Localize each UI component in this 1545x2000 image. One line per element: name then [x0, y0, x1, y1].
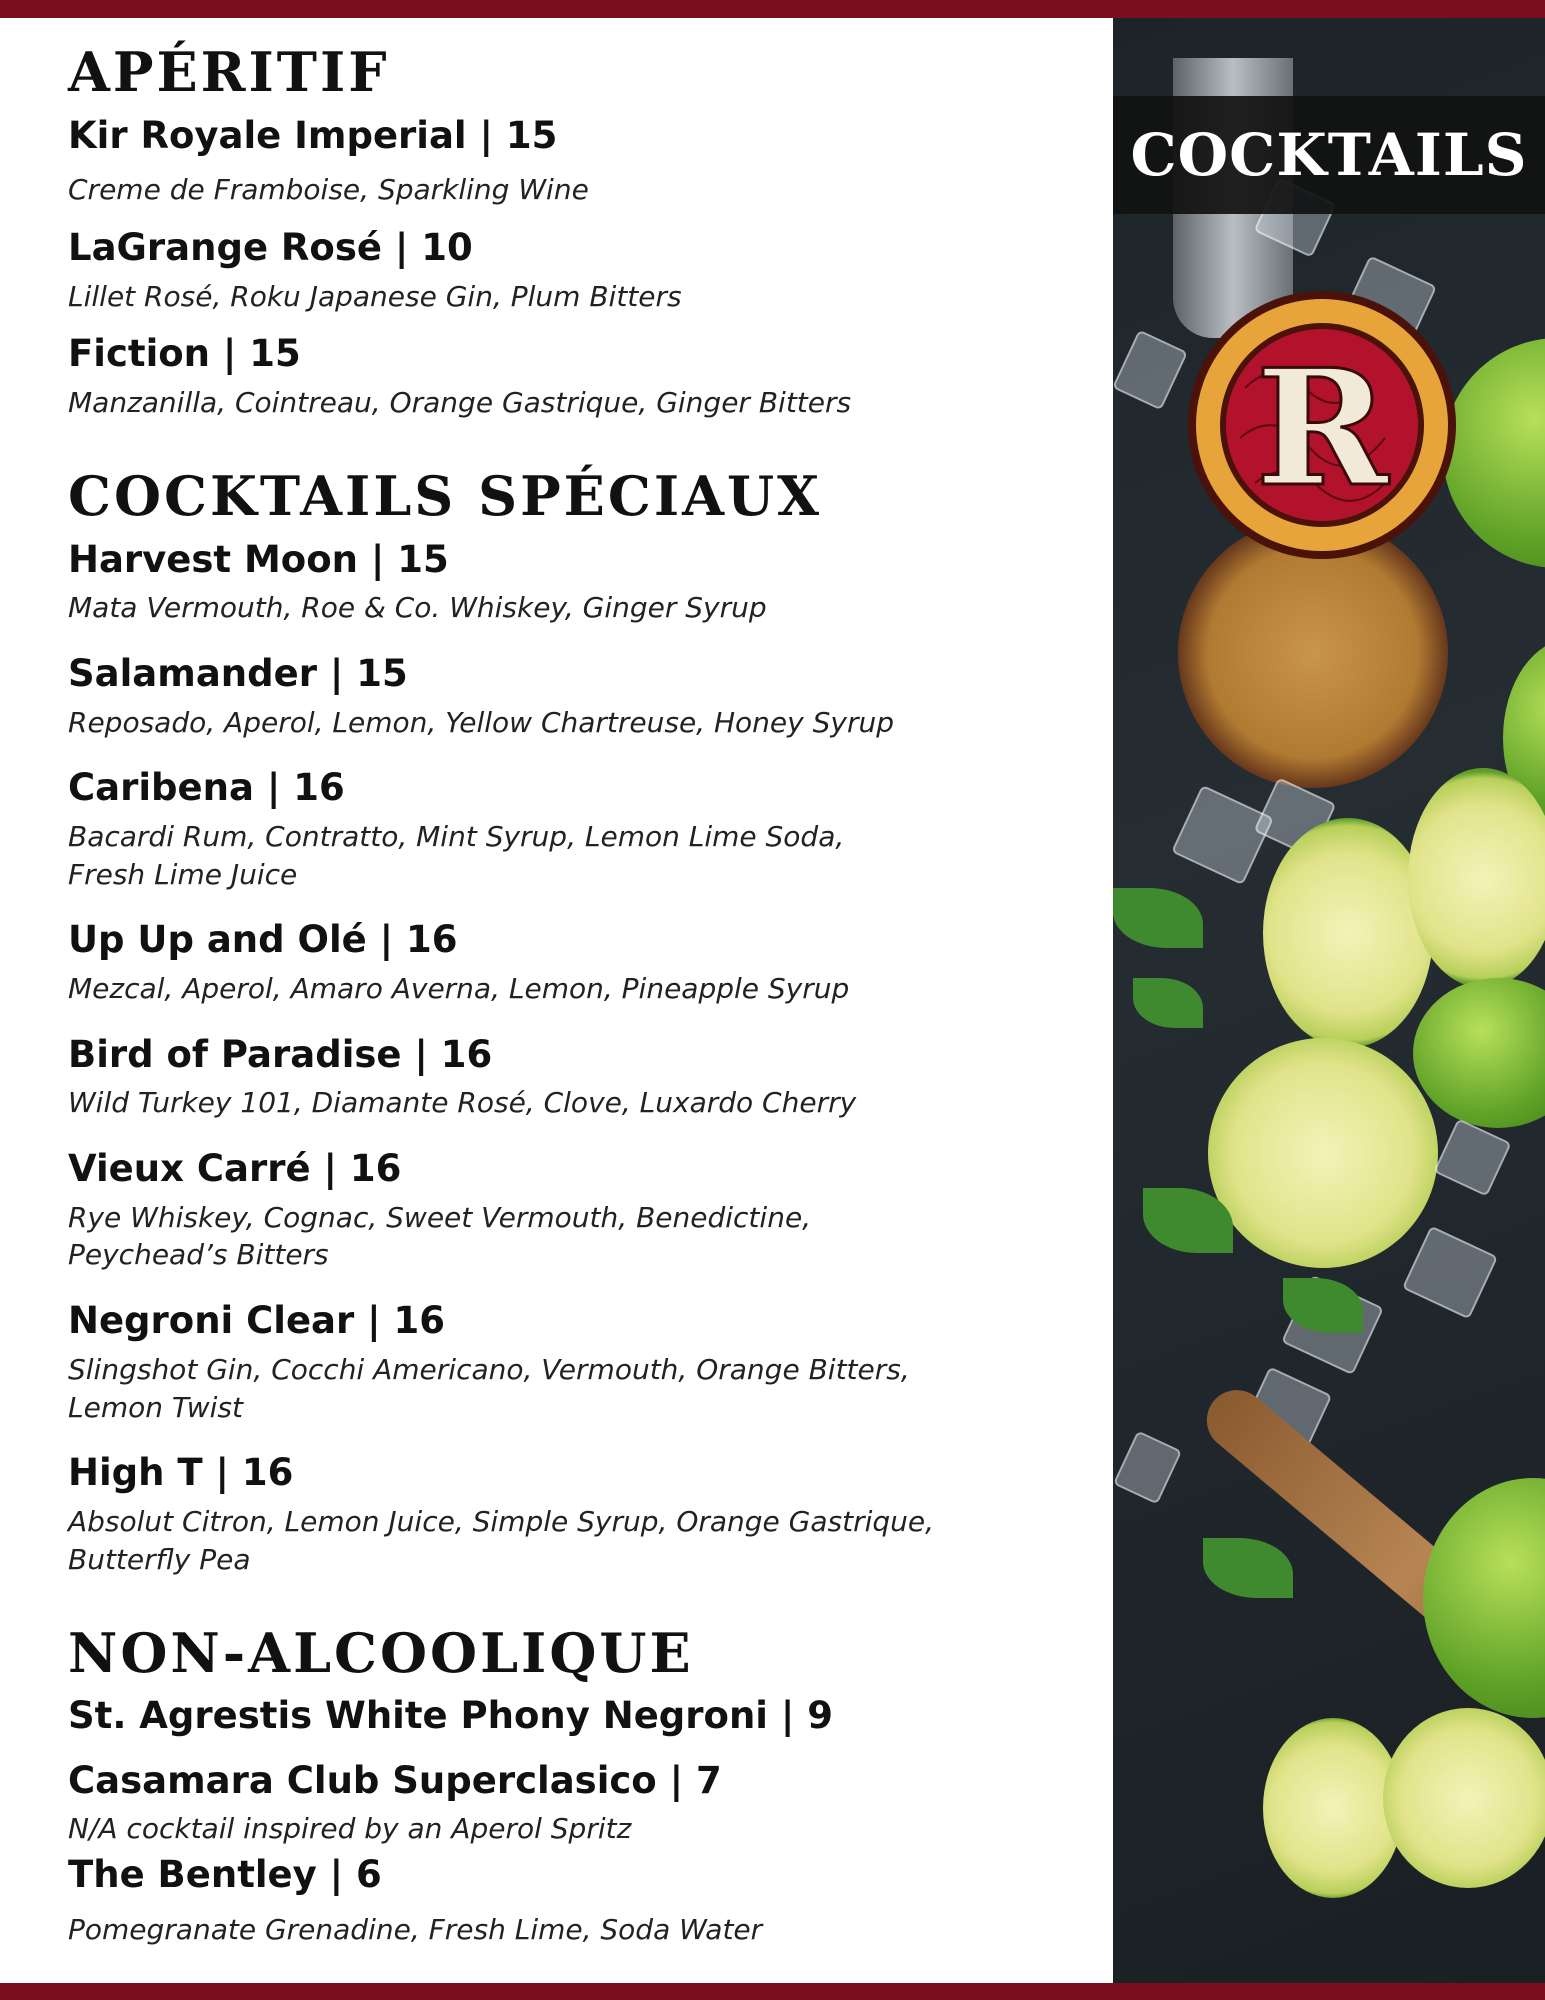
ice-cube	[1113, 330, 1188, 411]
lime-wedge	[1408, 768, 1545, 988]
item-description-line2: Butterfly Pea	[68, 1542, 251, 1576]
item-name: Casamara Club Superclasico | 7	[68, 1758, 722, 1802]
ice-cube	[1113, 1430, 1182, 1504]
item-name: Vieux Carré | 16	[68, 1147, 402, 1191]
item-description: N/A cocktail inspired by an Aperol Spritz	[68, 1812, 632, 1846]
item-description: Rye Whiskey, Cognac, Sweet Vermouth, Benedictine,	[68, 1200, 812, 1234]
lime-slice	[1208, 1038, 1438, 1268]
mint-leaf	[1113, 888, 1203, 948]
menu-item	[68, 1300, 1088, 1426]
item-description: Lillet Rosé, Roku Japanese Gin, Plum Bitters	[68, 279, 682, 313]
menu-item	[68, 227, 1088, 315]
item-name: The Bentley | 6	[68, 1853, 382, 1897]
section-title-aperitif: APÉRITIF	[68, 40, 390, 104]
item-name: LaGrange Rosé | 10	[68, 226, 473, 270]
item-name: Bird of Paradise | 16	[68, 1032, 493, 1076]
menu-item	[68, 653, 1088, 741]
menu-list	[68, 40, 1088, 1949]
item-name: St. Agrestis White Phony Negroni | 9	[68, 1694, 834, 1738]
menu-item	[68, 1695, 1088, 1738]
item-name: Up Up and Olé | 16	[68, 918, 458, 962]
item-name: Salamander | 15	[68, 651, 408, 695]
lime	[1423, 1478, 1545, 1718]
item-description: Slingshot Gin, Cocchi Americano, Vermouth, Orange Bitters,	[68, 1352, 910, 1386]
lime-wedge	[1383, 1708, 1545, 1888]
mint-leaf	[1133, 978, 1203, 1028]
item-description-line2: Fresh Lime Juice	[68, 857, 298, 891]
menu-item	[68, 1452, 1088, 1578]
item-name: Kir Royale Imperial | 15	[68, 113, 558, 157]
menu-item	[68, 1034, 1088, 1122]
item-description: Wild Turkey 101, Diamante Rosé, Clove, Luxardo Cherry	[68, 1086, 857, 1120]
item-description-line2: Lemon Twist	[68, 1390, 243, 1424]
menu-item	[68, 115, 1088, 209]
item-description: Reposado, Aperol, Lemon, Yellow Chartreuse, Honey Syrup	[68, 705, 894, 739]
item-name: Fiction | 15	[68, 332, 301, 376]
item-description: Manzanilla, Cointreau, Orange Gastrique, Ginger Bitters	[68, 386, 852, 420]
menu-item	[68, 919, 1088, 1007]
section-title-cocktails-speciaux: COCKTAILS SPÉCIAUX	[68, 463, 822, 528]
logo-letter: R	[1255, 334, 1389, 522]
menu-item	[68, 767, 1088, 893]
item-description-line2: Peychead’s Bitters	[68, 1238, 329, 1272]
menu-item	[68, 539, 1088, 627]
menu-item	[68, 1854, 1088, 1948]
ice-cube	[1402, 1226, 1498, 1320]
top-border-bar	[0, 0, 1545, 18]
item-description: Creme de Framboise, Sparkling Wine	[68, 173, 589, 207]
mint-leaf	[1203, 1538, 1293, 1598]
section-title-non-alcoolique: NON-ALCOOLIQUE	[68, 1620, 694, 1685]
lime	[1413, 978, 1545, 1128]
item-name: Negroni Clear | 16	[68, 1299, 446, 1343]
lime-wedge	[1263, 1718, 1403, 1898]
ice-cube	[1171, 785, 1274, 885]
photo-label: COCKTAILS	[1130, 121, 1528, 189]
item-description: Mata Vermouth, Roe & Co. Whiskey, Ginger Syrup	[68, 591, 767, 625]
lime-wedge	[1263, 818, 1433, 1048]
item-name: Caribena | 16	[68, 766, 345, 810]
restaurant-logo	[1185, 288, 1459, 562]
item-name: High T | 16	[68, 1451, 294, 1495]
menu-item	[68, 333, 1088, 421]
menu-item	[68, 1148, 1088, 1274]
menu-item	[68, 1760, 1088, 1848]
ice-cube	[1433, 1118, 1511, 1196]
item-name: Harvest Moon | 15	[68, 537, 449, 581]
bottom-border-bar	[0, 1983, 1545, 2000]
item-description: Mezcal, Aperol, Amaro Averna, Lemon, Pineapple Syrup	[68, 972, 850, 1005]
item-description: Absolut Citron, Lemon Juice, Simple Syrup, Orange Gastrique,	[68, 1504, 935, 1538]
item-description: Bacardi Rum, Contratto, Mint Syrup, Lemon Lime Soda,	[68, 819, 845, 853]
item-description: Pomegranate Grenadine, Fresh Lime, Soda Water	[68, 1912, 763, 1946]
